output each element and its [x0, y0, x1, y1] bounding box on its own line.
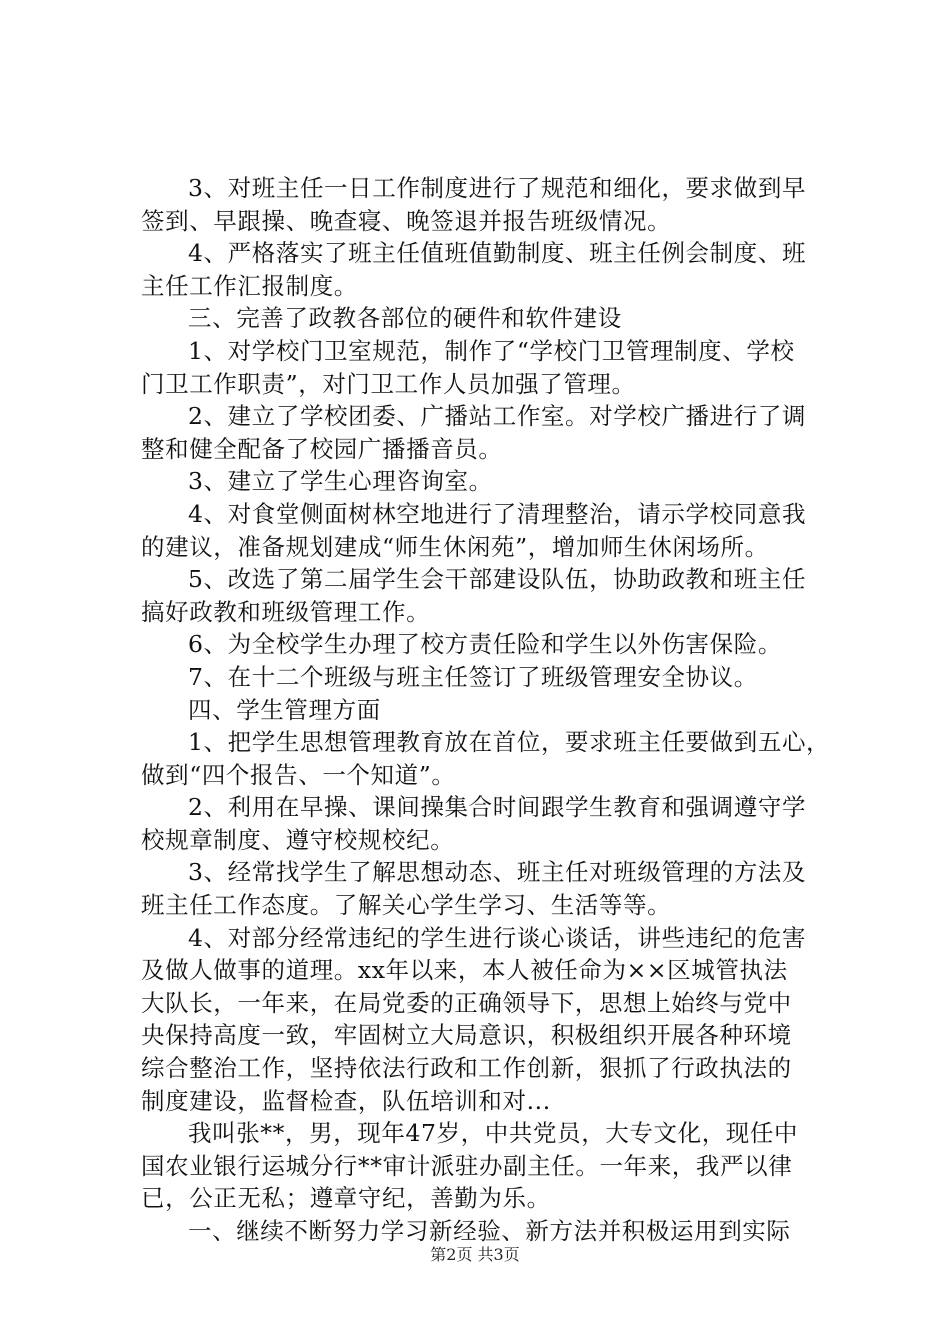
text-line: 及做人做事的道理。xx年以来，本人被任命为××区城管执法 — [141, 956, 788, 985]
text-line: 我叫张**，男，现年47岁，中共党员，大专文化，现任中 — [188, 1119, 799, 1148]
text-line: 大队长，一年来，在局党委的正确领导下，思想上始终与党中 — [141, 988, 792, 1017]
text-line: 1、把学生思想管理教育放在首位，要求班主任要做到五心， — [188, 728, 831, 757]
text-line: 主任工作汇报制度。 — [141, 271, 358, 300]
text-line: 2、建立了学校团委、广播站工作室。对学校广播进行了调 — [188, 402, 807, 431]
text-line: 1、对学校门卫室规范，制作了“学校门卫管理制度、学校 — [188, 336, 795, 365]
text-line: 门卫工作职责”，对门卫工作人员加强了管理。 — [141, 369, 636, 398]
text-line: 四、学生管理方面 — [188, 695, 381, 724]
text-line: 4、对部分经常违纪的学生进行谈心谈话，讲些违纪的危害 — [188, 923, 807, 952]
text-line: 4、对食堂侧面树林空地进行了清理整治，请示学校同意我 — [188, 499, 807, 528]
text-line: 3、建立了学生心理咨询室。 — [188, 467, 493, 496]
text-line: 已，公正无私；遵章守纪，善勤为乐。 — [141, 1184, 551, 1213]
text-line: 签到、早跟操、晚查寝、晚签退并报告班级情况。 — [141, 206, 672, 235]
text-line: 6、为全校学生办理了校方责任险和学生以外伤害保险。 — [188, 630, 782, 659]
text-line: 三、完善了政教各部位的硬件和软件建设 — [188, 304, 622, 333]
document-body — [141, 172, 841, 1248]
text-line: 综合整治工作，坚持依法行政和工作创新，狠抓了行政执法的 — [141, 1054, 792, 1083]
text-line: 2、利用在早操、课间操集合时间跟学生教育和强调遵守学 — [188, 793, 807, 822]
text-line: 一、继续不断努力学习新经验、新方法并积极运用到实际 — [188, 1217, 791, 1245]
text-line: 3、经常找学生了解思想动态、班主任对班级管理的方法及 — [188, 858, 807, 887]
text-line: 3、对班主任一日工作制度进行了规范和细化，要求做到早 — [188, 174, 807, 202]
text-line: 制度建设，监督检查，队伍培训和对... — [141, 1086, 551, 1115]
text-line: 班主任工作态度。了解关心学生学习、生活等等。 — [141, 891, 672, 920]
text-line: 央保持高度一致，牢固树立大局意识，积极组织开展各种环境 — [141, 1021, 792, 1050]
text-line: 国农业银行运城分行**审计派驻办副主任。一年来，我严以律 — [141, 1151, 793, 1180]
text-line: 搞好政教和班级管理工作。 — [141, 597, 431, 626]
text-line: 5、改选了第二届学生会干部建设队伍，协助政教和班主任 — [188, 565, 807, 594]
text-line: 校规章制度、遵守校规校纪。 — [141, 825, 455, 854]
text-line: 7、在十二个班级与班主任签订了班级管理安全协议。 — [188, 662, 758, 691]
text-line: 做到“四个报告、一个知道”。 — [141, 760, 456, 789]
page-footer: 第2页 共3页 — [430, 1245, 520, 1264]
text-line: 4、严格落实了班主任值班值勤制度、班主任例会制度、班 — [188, 239, 807, 268]
text-line: 的建议，准备规划建成“师生休闲苑”，增加师生休闲场所。 — [141, 532, 769, 561]
text-line: 整和健全配备了校园广播播音员。 — [141, 434, 503, 463]
